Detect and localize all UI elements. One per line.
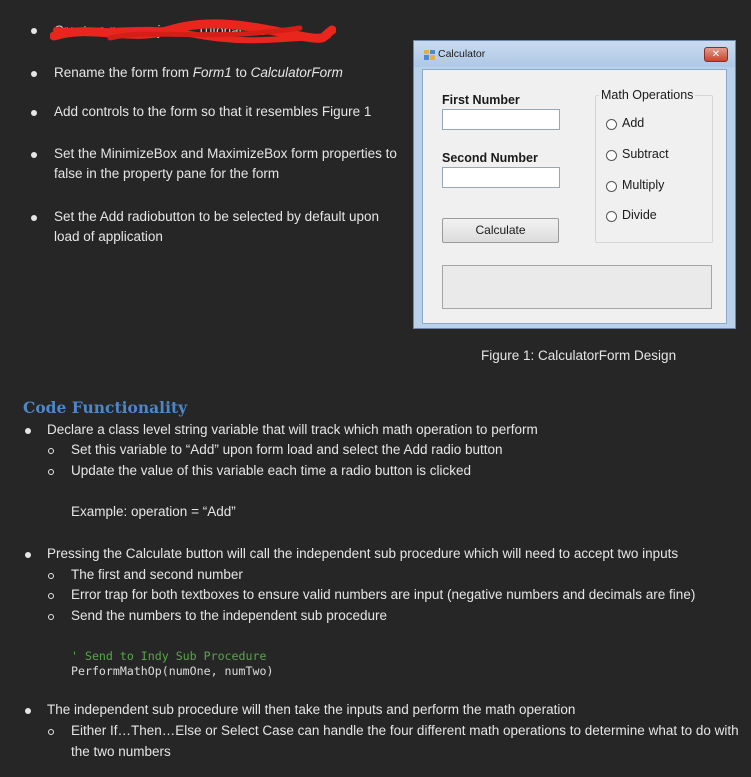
- sub-bullet: [48, 614, 54, 620]
- close-icon: ✕: [711, 49, 721, 60]
- code-comment: ' Send to Indy Sub Procedure: [71, 649, 267, 663]
- error-trap-text: Error trap for both textboxes to ensure valid numbers are input (negative numbers and decimals are fine): [71, 587, 696, 602]
- instruction-default-radio-line2: load of application: [54, 229, 163, 244]
- sub-bullet: [48, 729, 54, 735]
- radio-subtract[interactable]: [606, 150, 617, 161]
- bullet: [25, 428, 31, 434]
- bullet: [31, 152, 37, 158]
- instruction-minmax-line2: false in the property pane for the form: [54, 166, 280, 181]
- close-button[interactable]: [704, 47, 728, 62]
- calculator-window: [413, 40, 736, 329]
- calculator-client-area: [422, 69, 727, 324]
- rename-prefix: Rename the form from: [54, 65, 193, 80]
- sub-bullet: [48, 573, 54, 579]
- radio-multiply-label[interactable]: Multiply: [622, 178, 665, 192]
- radio-multiply[interactable]: [606, 181, 617, 192]
- bullet: [25, 708, 31, 714]
- calculator-window-title: Calculator: [438, 48, 486, 60]
- calculate-button[interactable]: Calculate: [442, 218, 559, 243]
- sub-bullet: [48, 469, 54, 475]
- calculate-button-behavior-text: Pressing the Calculate button will call the independent sub procedure which will need to accept two inputs: [47, 546, 679, 561]
- code-functionality-heading: Code Functionality: [23, 398, 188, 417]
- sub-bullet: [48, 593, 54, 599]
- old-form-name: Form1: [192, 65, 232, 80]
- set-variable-add-text: Set this variable to “Add” upon form load and select the Add radio button: [71, 442, 503, 457]
- example-text: Example: operation = “Add”: [71, 504, 236, 519]
- radio-divide-label[interactable]: Divide: [622, 208, 657, 222]
- update-variable-text: Update the value of this variable each time a radio button is clicked: [71, 463, 471, 478]
- result-output-box: [442, 265, 712, 309]
- first-second-number-text: The first and second number: [71, 567, 243, 582]
- first-number-label: First Number: [442, 93, 520, 107]
- radio-subtract-label[interactable]: Subtract: [622, 147, 669, 161]
- if-select-case-line1: Either If…Then…Else or Select Case can handle the four different math operations to determine what to do with: [71, 723, 739, 738]
- instruction-create-project: Create a new project ... Tutorial 5-1: [54, 23, 265, 38]
- instruction-minmax-line1: Set the MinimizeBox and MaximizeBox form properties to: [54, 146, 397, 161]
- radio-divide[interactable]: [606, 211, 617, 222]
- instruction-default-radio-line1: Set the Add radiobutton to be selected by default upon: [54, 209, 379, 224]
- math-operations-title: Math Operations: [601, 88, 694, 102]
- radio-add-label[interactable]: Add: [622, 116, 645, 130]
- bullet: [25, 552, 31, 558]
- second-number-input[interactable]: [442, 167, 560, 188]
- code-call: PerformMathOp(numOne, numTwo): [71, 664, 274, 678]
- sub-procedure-text: The independent sub procedure will then take the inputs and perform the math operation: [47, 702, 576, 717]
- first-number-input[interactable]: [442, 109, 560, 130]
- instruction-rename-form: [54, 63, 343, 83]
- bullet: [31, 28, 37, 34]
- bullet: [31, 110, 37, 116]
- red-scribble-redaction: [50, 16, 336, 48]
- send-numbers-text: Send the numbers to the independent sub procedure: [71, 608, 387, 623]
- bullet: [31, 215, 37, 221]
- radio-add[interactable]: [606, 119, 617, 130]
- rename-mid: to: [231, 65, 251, 80]
- new-form-name: CalculatorForm: [250, 65, 343, 80]
- app-icon: [424, 50, 435, 60]
- calculator-title-bar: [414, 41, 735, 67]
- declare-variable-text: Declare a class level string variable that will track which math operation to perform: [47, 422, 538, 437]
- second-number-label: Second Number: [442, 151, 538, 165]
- bullet: [31, 71, 37, 77]
- if-select-case-line2: the two numbers: [71, 744, 171, 759]
- instruction-add-controls: Add controls to the form so that it resembles Figure 1: [54, 104, 372, 119]
- figure-caption: Figure 1: CalculatorForm Design: [481, 348, 677, 363]
- sub-bullet: [48, 448, 54, 454]
